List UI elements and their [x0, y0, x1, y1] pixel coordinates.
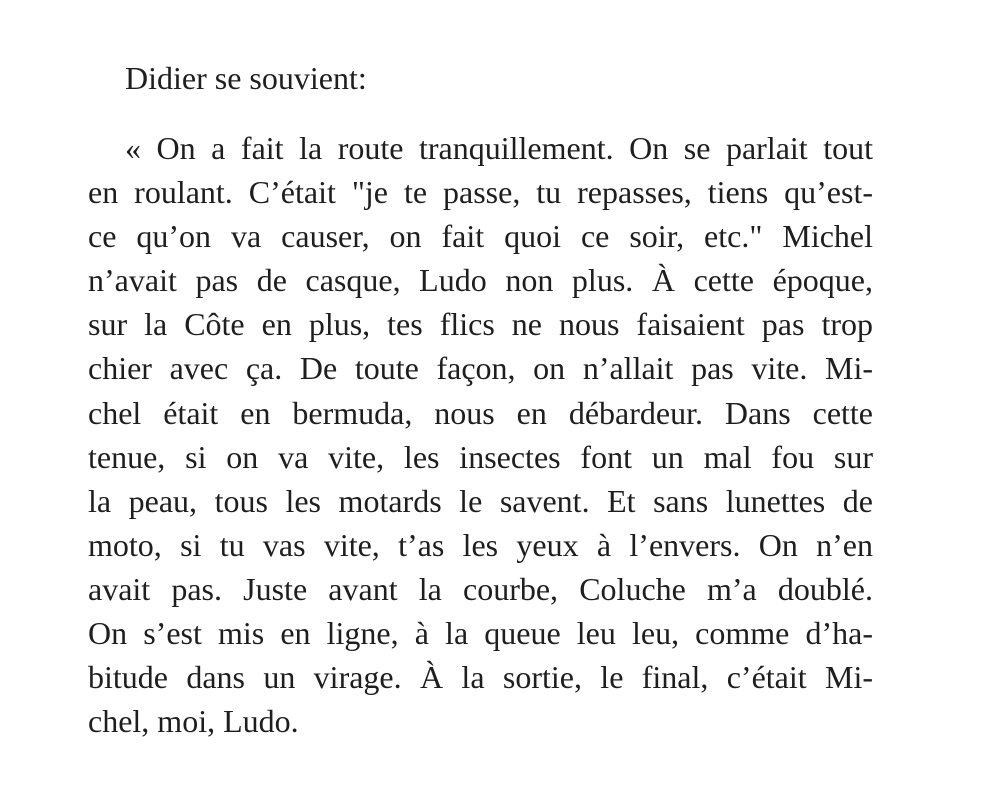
paragraph-line: ce qu’on va causer, on fait quoi ce soir, etc." Michel: [88, 218, 873, 255]
paragraph-line: n’avait pas de casque, Ludo non plus. À cette époque,: [88, 262, 873, 299]
intro-line: Didier se souvient:: [125, 60, 367, 96]
paragraph-line: en roulant. C’était "je te passe, tu repasses, tiens qu’est-: [88, 174, 873, 211]
quote-paragraph: [88, 126, 873, 743]
paragraph-line: sur la Côte en plus, tes flics ne nous faisaient pas trop: [88, 306, 873, 343]
paragraph-line: chier avec ça. De toute façon, on n’allait pas vite. Mi-: [88, 350, 873, 387]
paragraph-line: « On a fait la route tranquillement. On se parlait tout: [125, 130, 873, 166]
paragraph-line: tenue, si on va vite, les insectes font un mal fou sur: [88, 438, 873, 475]
paragraph-line: chel était en bermuda, nous en débardeur. Dans cette: [88, 394, 873, 431]
paragraph-line: moto, si tu vas vite, t’as les yeux à l’envers. On n’en: [88, 526, 873, 563]
paragraph-line: On s’est mis en ligne, à la queue leu leu, comme d’ha-: [88, 615, 873, 652]
paragraph-line: chel, moi, Ludo.: [88, 703, 299, 740]
paragraph-line: avait pas. Juste avant la courbe, Coluche m’a doublé.: [88, 570, 873, 607]
paragraph-line: la peau, tous les motards le savent. Et sans lunettes de: [88, 482, 873, 519]
paragraph-line: bitude dans un virage. À la sortie, le final, c’était Mi-: [88, 659, 873, 696]
